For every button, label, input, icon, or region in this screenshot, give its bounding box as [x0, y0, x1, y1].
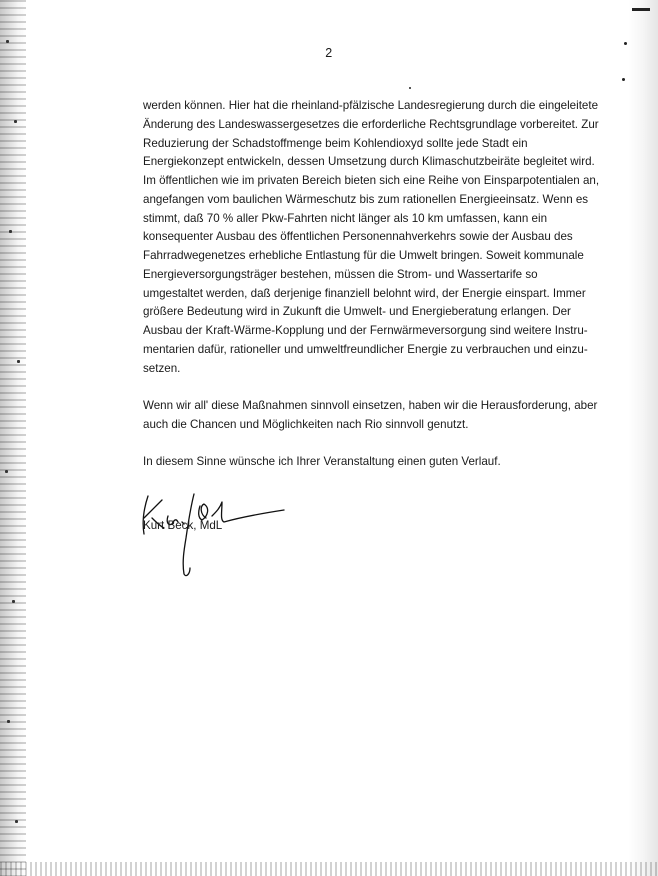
- scan-speck: [622, 78, 625, 81]
- text-line: angefangen vom baulichen Wärmeschutz bis zum rationellen Energieeinsatz. Wenn es: [143, 192, 589, 206]
- letter-body: [143, 97, 600, 472]
- text-line: stimmt, daß 70 % aller Pkw-Fahrten nicht länger als 10 km umfassen, kann ein: [143, 211, 548, 225]
- text-line: umgestaltet werden, daß derjenige finanziell belohnt wird, der Energie einspart. Immer: [143, 286, 586, 300]
- text-line: auch die Chancen und Möglichkeiten nach Rio sinnvoll genutzt.: [143, 417, 469, 431]
- text-line: Energieversorgungsträger bestehen, müssen die Strom- und Wassertarife so: [143, 267, 538, 281]
- scan-speck: [624, 42, 627, 45]
- text-line: mentarien dafür, rationeller und umweltfreundlicher Energie zu verbrauchen und einzu-: [143, 342, 588, 356]
- scan-speck: [409, 87, 411, 89]
- scan-corner-mark: [632, 8, 650, 11]
- text-line: In diesem Sinne wünsche ich Ihrer Veranstaltung einen guten Verlauf.: [143, 454, 501, 468]
- text-line: Ausbau der Kraft-Wärme-Kopplung und der Fernwärmeversorgung sind weitere Instru-: [143, 324, 588, 337]
- scan-edge-bottom: [0, 862, 658, 876]
- signer-name: Kurt Beck, MdL: [143, 519, 223, 532]
- text-line: größere Bedeutung wird in Zukunft die Umwelt- und Energieberatung erlangen. Der: [143, 305, 571, 319]
- text-line: Im öffentlichen wie im privaten Bereich bieten sich eine Reihe von Einsparpotentialen an,: [143, 174, 600, 187]
- text-line: Wenn wir all' diese Maßnahmen sinnvoll einsetzen, haben wir die Herausforderung, aber: [143, 398, 598, 412]
- text-line: werden können. Hier hat die rheinland-pfälzische Landesregierung durch die eingeleitete: [143, 99, 599, 112]
- page-number: 2: [325, 46, 333, 60]
- text-line: konsequenter Ausbau des öffentlichen Personennahverkehrs sowie der Ausbau des: [143, 230, 573, 244]
- text-line: Reduzierung der Schadstoffmenge beim Kohlendioxyd sollte jede Stadt ein: [143, 136, 528, 150]
- paragraph: [143, 453, 569, 472]
- text-line: Fahrradwegenetzes erhebliche Entlastung für die Umwelt bringen. Soweit kommunale: [143, 249, 584, 262]
- paragraph: [143, 97, 600, 378]
- scan-edge-right: [628, 0, 658, 876]
- paragraph: [143, 397, 598, 435]
- handwritten-signature: [138, 488, 288, 580]
- text-line: Änderung des Landeswassergesetzes die erforderliche Rechtsgrundlage vorbereitet. Zur: [143, 117, 599, 131]
- scan-edge-left: [0, 0, 26, 876]
- text-line: setzen.: [143, 361, 181, 375]
- text-line: Energiekonzept entwickeln, dessen Umsetzung durch Klimaschutzbeiräte begleitet wird.: [143, 155, 595, 169]
